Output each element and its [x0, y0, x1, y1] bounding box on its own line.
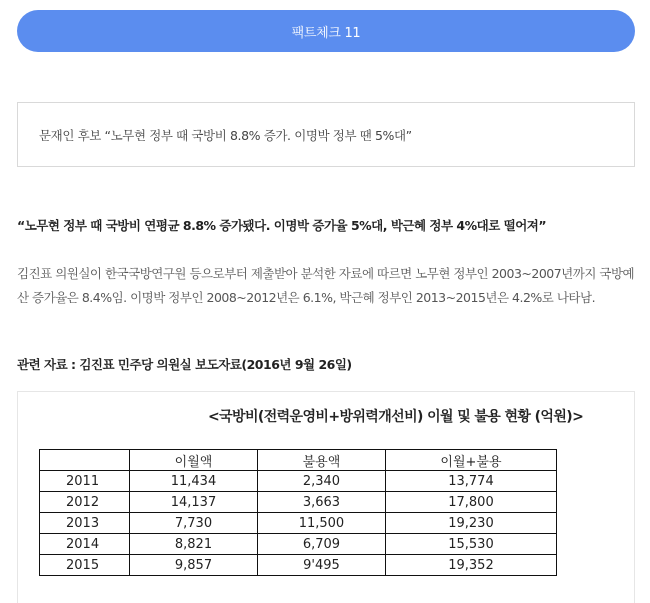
factcheck-title: 팩트체크 11	[291, 25, 361, 41]
table-row	[40, 492, 557, 513]
budget-table	[39, 449, 557, 576]
table-cell: 19,230	[385, 513, 556, 534]
table-cell: 15,530	[385, 534, 556, 555]
table-cell: 3,663	[257, 492, 385, 513]
table-header-cell	[40, 450, 130, 471]
table-header-cell: 불용액	[257, 450, 385, 471]
table-header-row	[40, 450, 557, 471]
table-row	[40, 471, 557, 492]
table-cell: 2,340	[257, 471, 385, 492]
table-cell: 11,500	[257, 513, 385, 534]
quote-heading: “노무현 정부 때 국방비 연평균 8.8% 증가됐다. 이명박 증가율 5%대, 박근혜 정부 4%대로 떨어져”	[17, 218, 547, 233]
factcheck-header-banner	[17, 10, 635, 52]
table-cell: 9,857	[130, 555, 258, 576]
analysis-paragraph: 김진표 의원실이 한국국방연구원 등으로부터 제출받아 분석한 자료에 따르면 노무현 정부인 2003~2007년까지 국방예산 증가율은 8.4%임. 이명박 정부인 2008~2012년은 6.1%, 박근혜 정부인 2013~2015년은 4.2%로 나타남.	[17, 266, 635, 305]
table-row	[40, 534, 557, 555]
table-header-cell: 이월액	[130, 450, 258, 471]
table-cell: 11,434	[130, 471, 258, 492]
table-cell-year: 2014	[40, 534, 130, 555]
claim-text: 문재인 후보 “노무현 정부 때 국방비 8.8% 증가. 이명박 정부 땐 5%대”	[39, 127, 412, 143]
table-cell-year: 2011	[40, 471, 130, 492]
table-cell: 14,137	[130, 492, 258, 513]
table-cell-year: 2012	[40, 492, 130, 513]
table-cell: 8,821	[130, 534, 258, 555]
table-cell: 6,709	[257, 534, 385, 555]
table-cell: 19,352	[385, 555, 556, 576]
table-row	[40, 555, 557, 576]
table-cell: 9'495	[257, 555, 385, 576]
source-reference: 관련 자료 : 김진표 민주당 의원실 보도자료(2016년 9월 26일)	[17, 357, 352, 372]
table-cell-year: 2015	[40, 555, 130, 576]
table-cell: 7,730	[130, 513, 258, 534]
table-cell: 13,774	[385, 471, 556, 492]
figure-title: <국방비(전력운영비+방위력개선비) 이월 및 불용 현황 (억원)>	[208, 409, 584, 425]
claim-box	[17, 102, 635, 167]
data-figure	[17, 391, 635, 603]
table-cell-year: 2013	[40, 513, 130, 534]
table-cell: 17,800	[385, 492, 556, 513]
table-row	[40, 513, 557, 534]
table-header-cell: 이월+불용	[385, 450, 556, 471]
